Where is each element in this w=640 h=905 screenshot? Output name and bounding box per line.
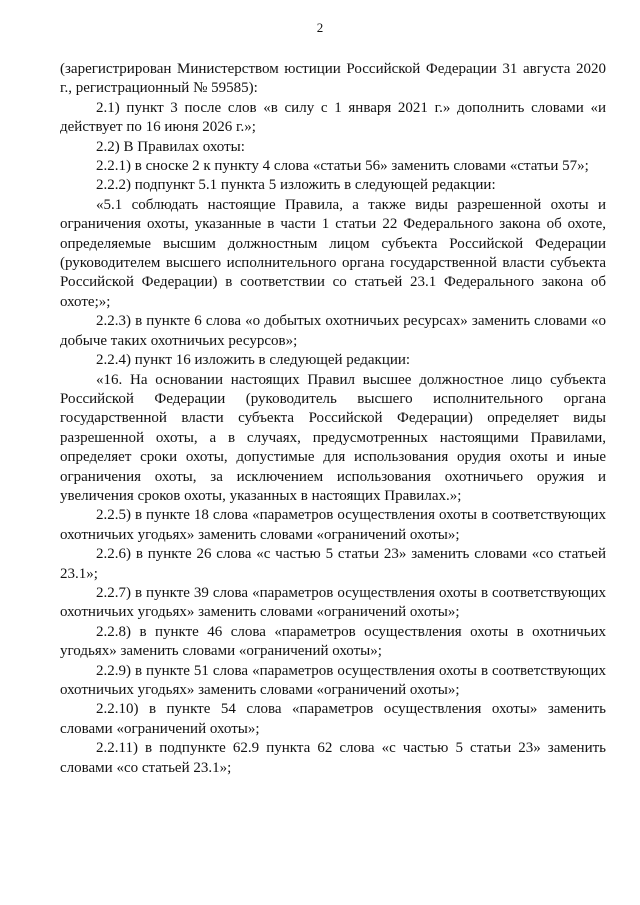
document-body bbox=[60, 60, 606, 778]
paragraph: 2.2.4) пункт 16 изложить в следующей редакции: bbox=[96, 352, 411, 369]
paragraph: 2.2.8) в пункте 46 слова «параметров осуществления охоты в охотничьих угодьях» заменить словами «ограничений охоты»; bbox=[60, 623, 606, 660]
paragraph: 2.2.9) в пункте 51 слова «параметров осуществления охоты в соответствующих охотничьих угодьях» заменить словами «ограничений охоты»; bbox=[60, 662, 606, 698]
paragraph: 2.2) В Правилах охоты: bbox=[96, 138, 245, 155]
paragraph: 2.2.1) в сноске 2 к пункту 4 слова «статьи 56» заменить словами «статьи 57»; bbox=[96, 158, 589, 175]
paragraph: 2.2.11) в подпункте 62.9 пункта 62 слова «с частью 5 статьи 23» заменить словами «со статьей 23.1»; bbox=[60, 740, 606, 776]
paragraph: «5.1 соблюдать настоящие Правила, а также виды разрешенной охоты и ограничения охоты, указанные в части 1 статьи 22 Федерального закона об охоте, определяемые высшим должностным лицом субъекта Российской Федерации (руководителем высшего исполнительного органа государственной власти субъекта Российской Федерации) в соответствии со статьей 23.1 Федерального закона об охоте;»; bbox=[60, 196, 606, 310]
paragraph: 2.2.2) подпункт 5.1 пункта 5 изложить в следующей редакции: bbox=[96, 177, 496, 194]
paragraph: (зарегистрирован Министерством юстиции Российской Федерации 31 августа 2020 г., регистрационный № 59585): bbox=[60, 61, 606, 97]
paragraph: 2.1) пункт 3 после слов «в силу с 1 января 2021 г.» дополнить словами «и действует по 16 июня 2026 г.»; bbox=[60, 99, 606, 136]
paragraph: 2.2.7) в пункте 39 слова «параметров осуществления охоты в соответствующих охотничьих угодьях» заменить словами «ограничений охоты»; bbox=[60, 584, 606, 621]
paragraph: 2.2.10) в пункте 54 слова «параметров осуществления охоты» заменить словами «ограничений охоты»; bbox=[60, 701, 606, 737]
paragraph: 2.2.3) в пункте 6 слова «о добытых охотничьих ресурсах» заменить словами «о добыче таких охотничьих ресурсов»; bbox=[60, 313, 606, 349]
paragraph: 2.2.5) в пункте 18 слова «параметров осуществления охоты в соответствующих охотничьих угодьях» заменить словами «ограничений охоты»; bbox=[60, 507, 606, 543]
page-number: 2 bbox=[316, 20, 324, 35]
paragraph: 2.2.6) в пункте 26 слова «с частью 5 статьи 23» заменить словами «со статьей 23.1»; bbox=[60, 546, 606, 582]
paragraph: «16. На основании настоящих Правил высшее должностное лицо субъекта Российской Федерации (руководитель высшего исполнительного органа государственной власти субъекта Российской Федерации) определяет виды разрешенной охоты, а в случаях, предусмотренных настоящими Правилами, определяет сроки охоты, допустимые для использования орудия охоты и иные ограничения охоты, за исключением использования охотничьего оружия и увеличения сроков охоты, указанных в настоящих Правилах.»; bbox=[60, 371, 606, 504]
